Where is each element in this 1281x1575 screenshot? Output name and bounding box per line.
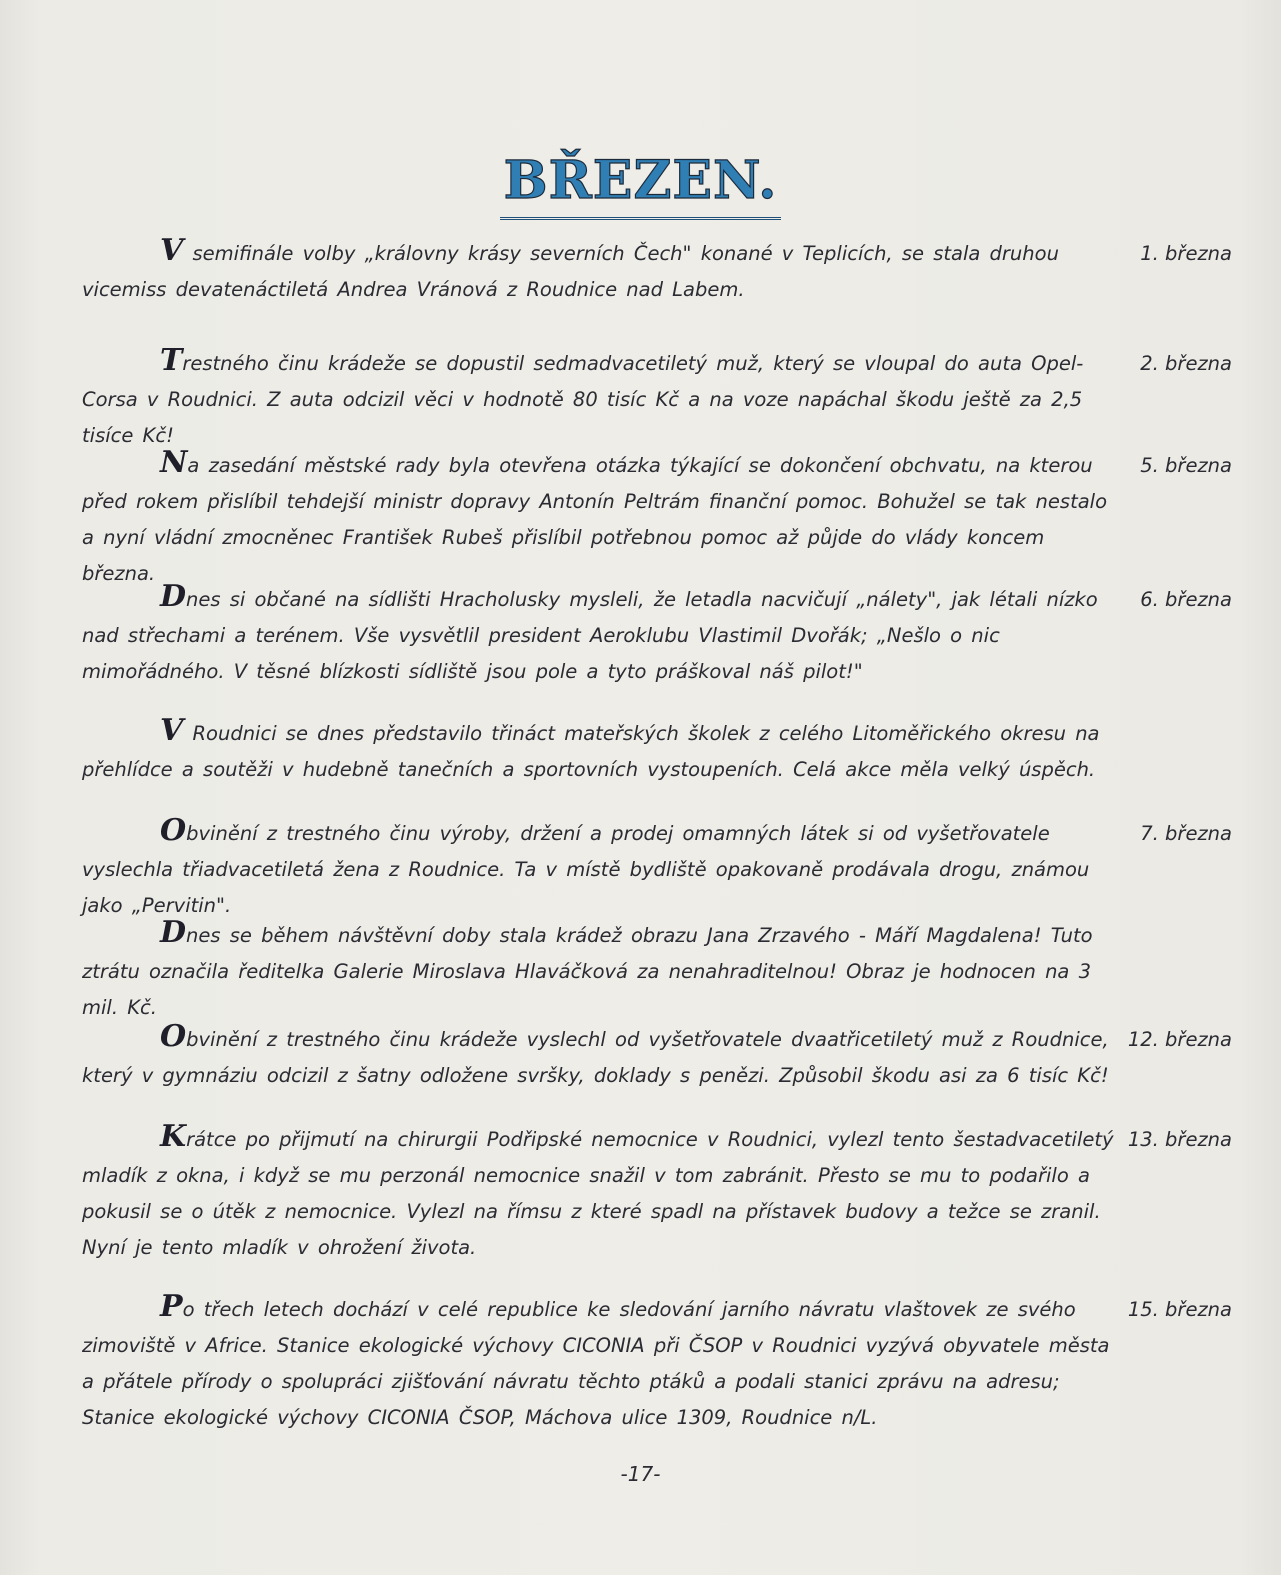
- entry-body: a zasedání městské rady byla otevřena otázka týkající se dokončení obchvatu, na kterou před rokem přislíbil tehdejší ministr dopravy Antonín Peltrám finanční pomoc. Bohužel se tak nestalo a nyní vládní zmocněnec František Rubeš přislíbil potřebnou pomoc až půjde do vlády koncem března.: [82, 454, 1108, 585]
- entry-text: [82, 233, 1122, 308]
- entry-text: [82, 1019, 1122, 1094]
- chronicle-entry: [82, 579, 1232, 690]
- chronicle-entry: [82, 915, 1232, 1026]
- entry-date: 2. března: [1140, 352, 1232, 375]
- entry-date: 15. března: [1127, 1298, 1232, 1321]
- entry-initial: D: [160, 915, 187, 950]
- entry-date: 6. března: [1140, 588, 1232, 611]
- entry-date: 12. března: [1127, 1028, 1232, 1051]
- entry-text: [82, 1119, 1122, 1266]
- entry-text: [82, 713, 1122, 788]
- entry-initial: T: [160, 343, 183, 378]
- entry-initial: V: [160, 713, 184, 748]
- chronicle-entry: [82, 1119, 1232, 1266]
- entry-initial: V: [160, 233, 184, 268]
- chronicle-entry: [82, 813, 1232, 924]
- entry-body: bvinění z trestného činu krádeže vyslechl od vyšetřovatele dvaatřicetiletý muž z Roudnice, který v gymnáziu odcizil z šatny odložene svršky, doklady s penězi. Způsobil škodu asi za 6 tisíc Kč!: [82, 1028, 1109, 1087]
- chronicle-entry: [82, 713, 1232, 788]
- entry-body: rátce po přijmutí na chirurgii Podřipské nemocnice v Roudnici, vylezl tento šestadvacetiletý mladík z okna, i když se mu perzonál nemocnice snažil v tom zabránit. Přesto se mu to podařilo a pokusil se o útěk z nemocnice. Vylezl na římsu z které spadl na přístavek budovy a težce se zranil. Nyní je tento mladík v ohrožení života.: [82, 1128, 1114, 1259]
- entry-text: [82, 915, 1122, 1026]
- entry-body: o třech letech dochází v celé republice ke sledování jarního návratu vlaštovek ze svého zimoviště v Africe. Stanice ekologické výchovy CICONIA při ČSOP v Roudnici vyzývá obyvatele města a přátele přírody o spolupráci zjišťování návratu těchto ptáků a podali stanici zprávu na adresu; Stanice ekologické výchovy CICONIA ČSOP, Máchova ulice 1309, Roudnice n/L.: [82, 1298, 1110, 1429]
- entry-date: 13. března: [1127, 1128, 1232, 1151]
- entry-text: [82, 445, 1122, 592]
- entry-date: 7. března: [1140, 822, 1232, 845]
- entry-body: nes se během návštěvní doby stala krádež obrazu Jana Zrzavého - Máří Magdalena! Tuto ztrátu označila ředitelka Galerie Miroslava Hlaváčková za nenahraditelnou! Obraz je hodnocen na 3 mil. Kč.: [82, 924, 1093, 1019]
- entry-initial: D: [160, 579, 187, 614]
- entry-body: restného činu krádeže se dopustil sedmadvacetiletý muž, který se vloupal do auta Opel-Corsa v Roudnici. Z auta odcizil věci v hodnotě 80 tisíc Kč a na voze napáchal škodu ještě za 2,5 tisíce Kč!: [82, 352, 1084, 447]
- chronicle-entry: [82, 343, 1232, 454]
- entry-initial: N: [160, 445, 188, 480]
- entry-text: [82, 813, 1122, 924]
- entry-date: 1. března: [1140, 242, 1232, 265]
- chronicle-entry: [82, 1019, 1232, 1094]
- entry-text: [82, 1289, 1122, 1436]
- entry-initial: O: [160, 813, 187, 848]
- entry-date: 5. března: [1140, 454, 1232, 477]
- entry-body: nes si občané na sídlišti Hracholusky mysleli, že letadla nacvičují „nálety", jak létali nízko nad střechami a terénem. Vše vysvětlil president Aeroklubu Vlastimil Dvořák; „Nešlo o nic mimořádného. V těsné blízkosti sídliště jsou pole a tyto práškoval náš pilot!": [82, 588, 1098, 683]
- chronicle-entry: [82, 445, 1232, 592]
- entry-body: Roudnici se dnes představilo třináct mateřských školek z celého Litoměřického okresu na přehlídce a soutěži v hudebně tanečních a sportovních vystoupeních. Celá akce měla velký úspěch.: [82, 722, 1100, 781]
- entry-initial: P: [160, 1289, 183, 1324]
- entry-initial: K: [160, 1119, 187, 1154]
- entry-body: semifinále volby „královny krásy severních Čech" konané v Teplicích, se stala druhou vicemiss devatenáctiletá Andrea Vránová z Roudnice nad Labem.: [82, 242, 1059, 301]
- entry-text: [82, 343, 1122, 454]
- entry-body: bvinění z trestného činu výroby, držení a prodej omamných látek si od vyšetřovatele vyslechla třiadvacetiletá žena z Roudnice. Ta v místě bydliště opakovaně prodávala drogu, známou jako „Pervitin".: [82, 822, 1090, 917]
- page-number: -17-: [620, 1462, 661, 1486]
- chronicle-entry: [82, 1289, 1232, 1436]
- entry-initial: O: [160, 1019, 187, 1054]
- page-title-text: BŘEZEN.: [500, 150, 782, 220]
- entry-text: [82, 579, 1122, 690]
- chronicle-entry: [82, 233, 1232, 308]
- page-title: [0, 150, 1281, 220]
